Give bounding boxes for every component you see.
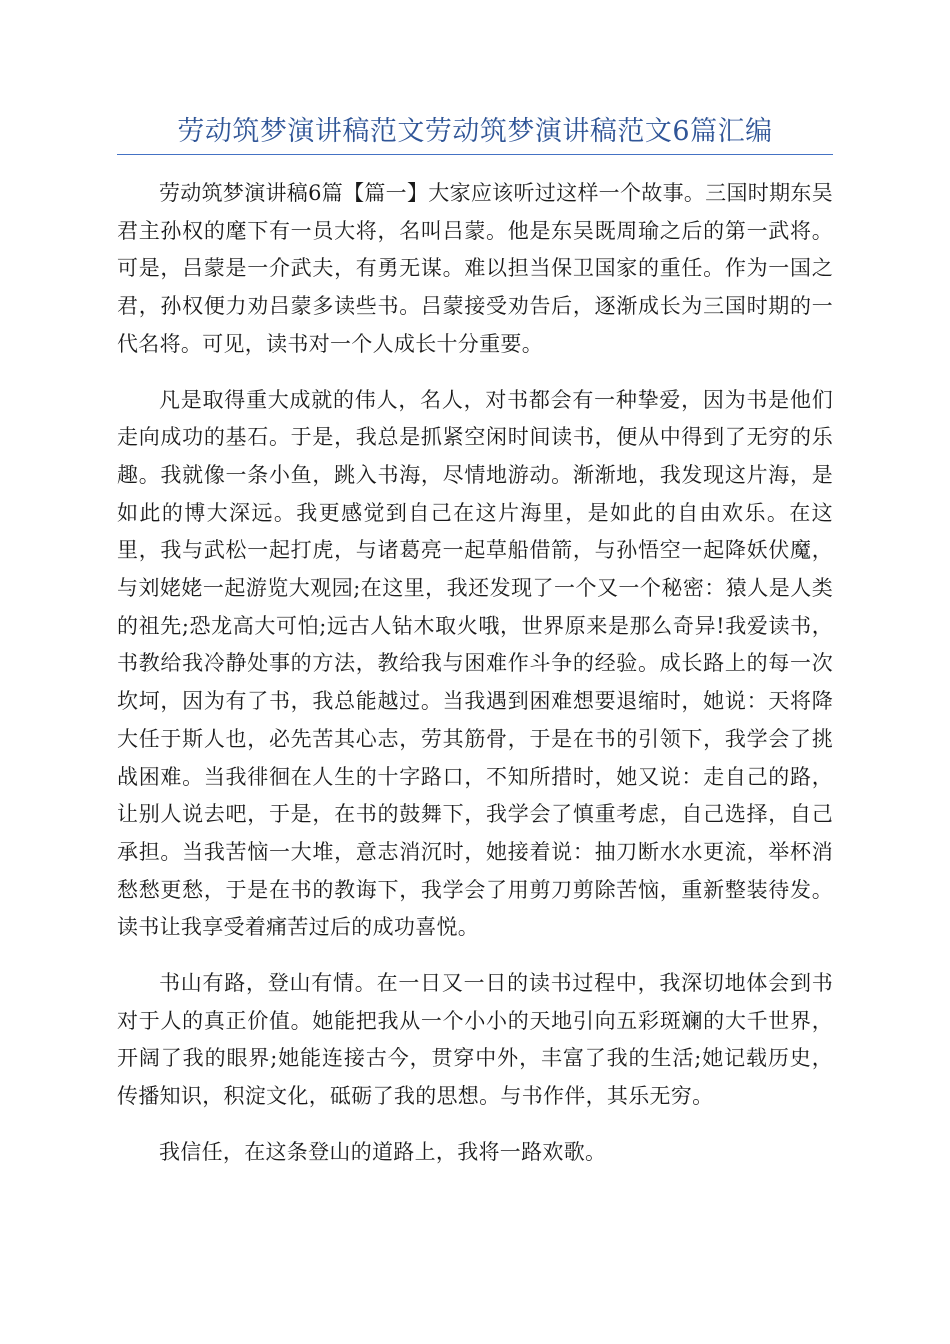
paragraph-2: 凡是取得重大成就的伟人，名人，对书都会有一种挚爱，因为书是他们走向成功的基石。于是，我总是抓紧空闲时间读书，便从中得到了无穷的乐趣。我就像一条小鱼，跳入书海，尽情地游动。渐渐地，我发现这片海，是如此的博大深远。我更感觉到自己在这片海里，是如此的自由欢乐。在这里，我与武松一起打虎，与诸葛亮一起草船借箭，与孙悟空一起降妖伏魔，与刘姥姥一起游览大观园;在这里，我还发现了一个又一个秘密：猿人是人类的祖先;恐龙高大可怕;远古人钻木取火哦，世界原来是那么奇异!我爱读书，书教给我冷静处事的方法，教给我与困难作斗争的经验。成长路上的每一次坎坷，因为有了书，我总能越过。当我遇到困难想要退缩时，她说：天将降大任于斯人也，必先苦其心志，劳其筋骨，于是在书的引领下，我学会了挑战困难。当我徘徊在人生的十字路口，不知所措时，她又说：走自己的路，让别人说去吧，于是，在书的鼓舞下，我学会了慎重考虑，自己选择，自己承担。当我苦恼一大堆，意志消沉时，她接着说：抽刀断水水更流，举杯消愁愁更愁，于是在书的教诲下，我学会了用剪刀剪除苦恼，重新整装待发。读书让我享受着痛苦过后的成功喜悦。 xyxy=(117,387,833,940)
paragraph-3: 书山有路，登山有情。在一日又一日的读书过程中，我深切地体会到书对于人的真正价值。她能把我从一个小小的天地引向五彩斑斓的大千世界，开阔了我的眼界;她能连接古今，贯穿中外，丰富了我的生活;她记载历史，传播知识，积淀文化，砥砺了我的思想。与书作伴，其乐无穷。 xyxy=(117,971,833,1109)
title-underline xyxy=(117,154,833,155)
paragraph-1: 劳动筑梦演讲稿6篇【篇一】大家应该听过这样一个故事。三国时期东吴君主孙权的麾下有一员大将，名叫吕蒙。他是东吴既周瑜之后的第一武将。可是，吕蒙是一介武夫，有勇无谋。难以担当保卫国家的重任。作为一国之君，孙权便力劝吕蒙多读些书。吕蒙接受劝告后，逐渐成长为三国时期的一代名将。可见，读书对一个人成长十分重要。 xyxy=(117,181,833,356)
document-title: 劳动筑梦演讲稿范文劳动筑梦演讲稿范文6篇汇编 xyxy=(177,116,773,147)
paragraph-4: 我信任，在这条登山的道路上，我将一路欢歌。 xyxy=(159,1139,607,1164)
document-body xyxy=(117,175,833,1190)
